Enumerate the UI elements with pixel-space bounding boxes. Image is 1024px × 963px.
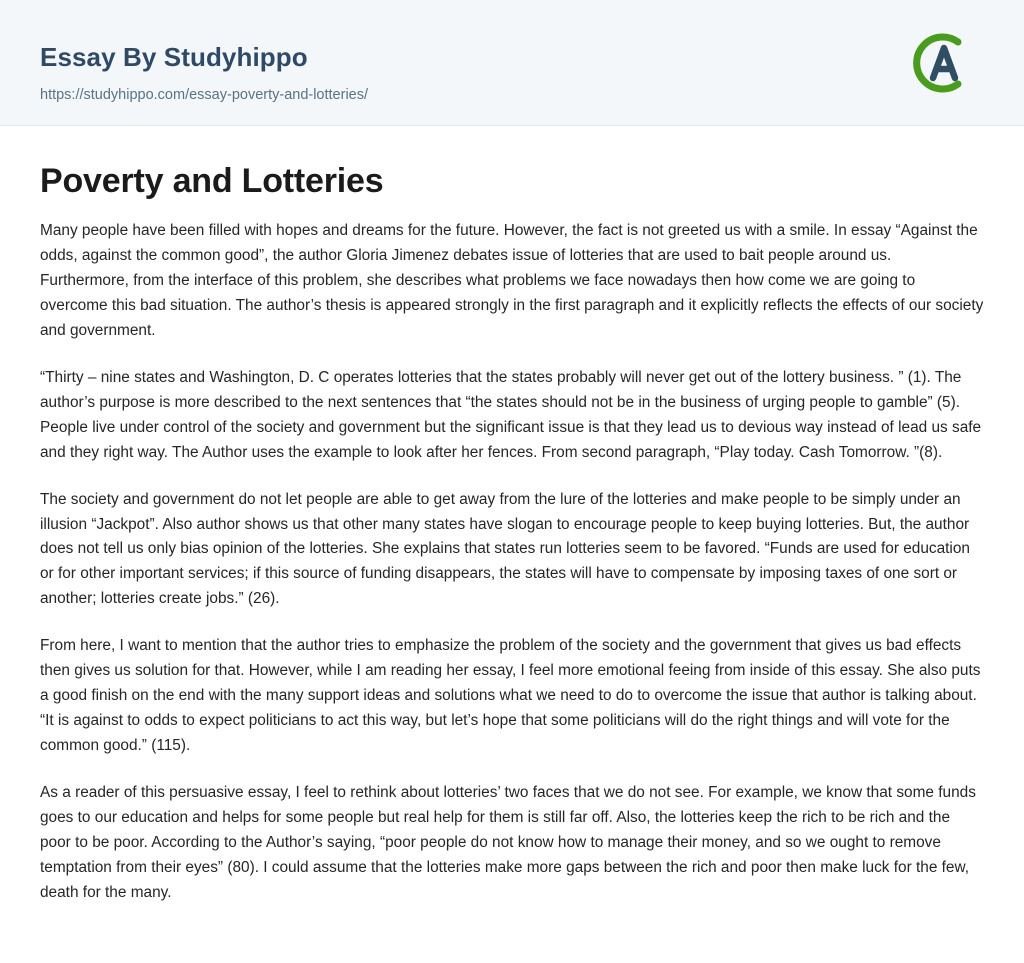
page-title: Poverty and Lotteries — [40, 162, 384, 200]
source-url-link[interactable]: https://studyhippo.com/essay-poverty-and-lotteries/ — [40, 87, 369, 103]
article-paragraph: “Thirty – nine states and Washington, D. C operates lotteries that the states probably will never get out of the lottery business. ” (1). The author’s purpose is more described to the next sentences that “the states should not be in the business of urging people to gamble” (5). People live under control of the society and government but the significant issue is that they lead us to devious way instead of lead us safe and they right way. The Author uses the example to look after her fences. From second paragraph, “Play today. Cash Tomorrow. ”(8). — [40, 368, 982, 461]
article-paragraph: From here, I want to mention that the author tries to emphasize the problem of the society and the government that gives us bad effects then gives us solution for that. However, while I am reading her essay, I feel more emotional feeing from inside of this essay. She also puts a good finish on the end with the many support ideas and solutions what we need to do to overcome the issue that author is talking about. “It is against to odds to expect politicians to act this way, but let’s hope that some politicians will do the right things and will vote for the common good.” (115). — [40, 637, 981, 755]
article-body — [0, 126, 1024, 948]
site-brand: Essay By Studyhippo — [40, 42, 308, 72]
site-header — [0, 0, 1024, 126]
article-paragraph: As a reader of this persuasive essay, I feel to rethink about lotteries’ two faces that we do not see. For example, we know that some funds goes to our education and helps for some people but real help for them is still far off. Also, the lotteries keep the rich to be rich and the poor to be poor. According to the Author’s saying, “poor people do not know how to manage their money, and so we ought to remove temptation from their eyes” (80). I could assume that the lotteries make more gaps between the rich and poor then make luck for the few, death for the many. — [40, 784, 976, 901]
circular-a-logo-icon — [906, 28, 976, 98]
article-paragraph: The society and government do not let people are able to get away from the lure of the lotteries and make people to be simply under an illusion “Jackpot”. Also author shows us that other many states have slogan to encourage people to keep buying lotteries. But, the author does not tell us only bias opinion of the lotteries. She explains that states run lotteries seem to be favored. “Funds are used for education or for other important services; if this source of funding disappears, the states will have to compensate by imposing taxes of one sort or another; lotteries create jobs.” (26). — [40, 490, 970, 608]
article-paragraph: Many people have been filled with hopes and dreams for the future. However, the fact is not greeted us with a smile. In essay “Against the odds, against the common good”, the author Gloria Jimenez debates issue of lotteries that are used to bait people around us. Furthermore, from the interface of this problem, she describes what problems we face nowadays then how come we are going to overcome this bad situation. The author’s thesis is appeared strongly in the first paragraph and it explicitly reflects the effects of our society and government. — [40, 222, 984, 339]
